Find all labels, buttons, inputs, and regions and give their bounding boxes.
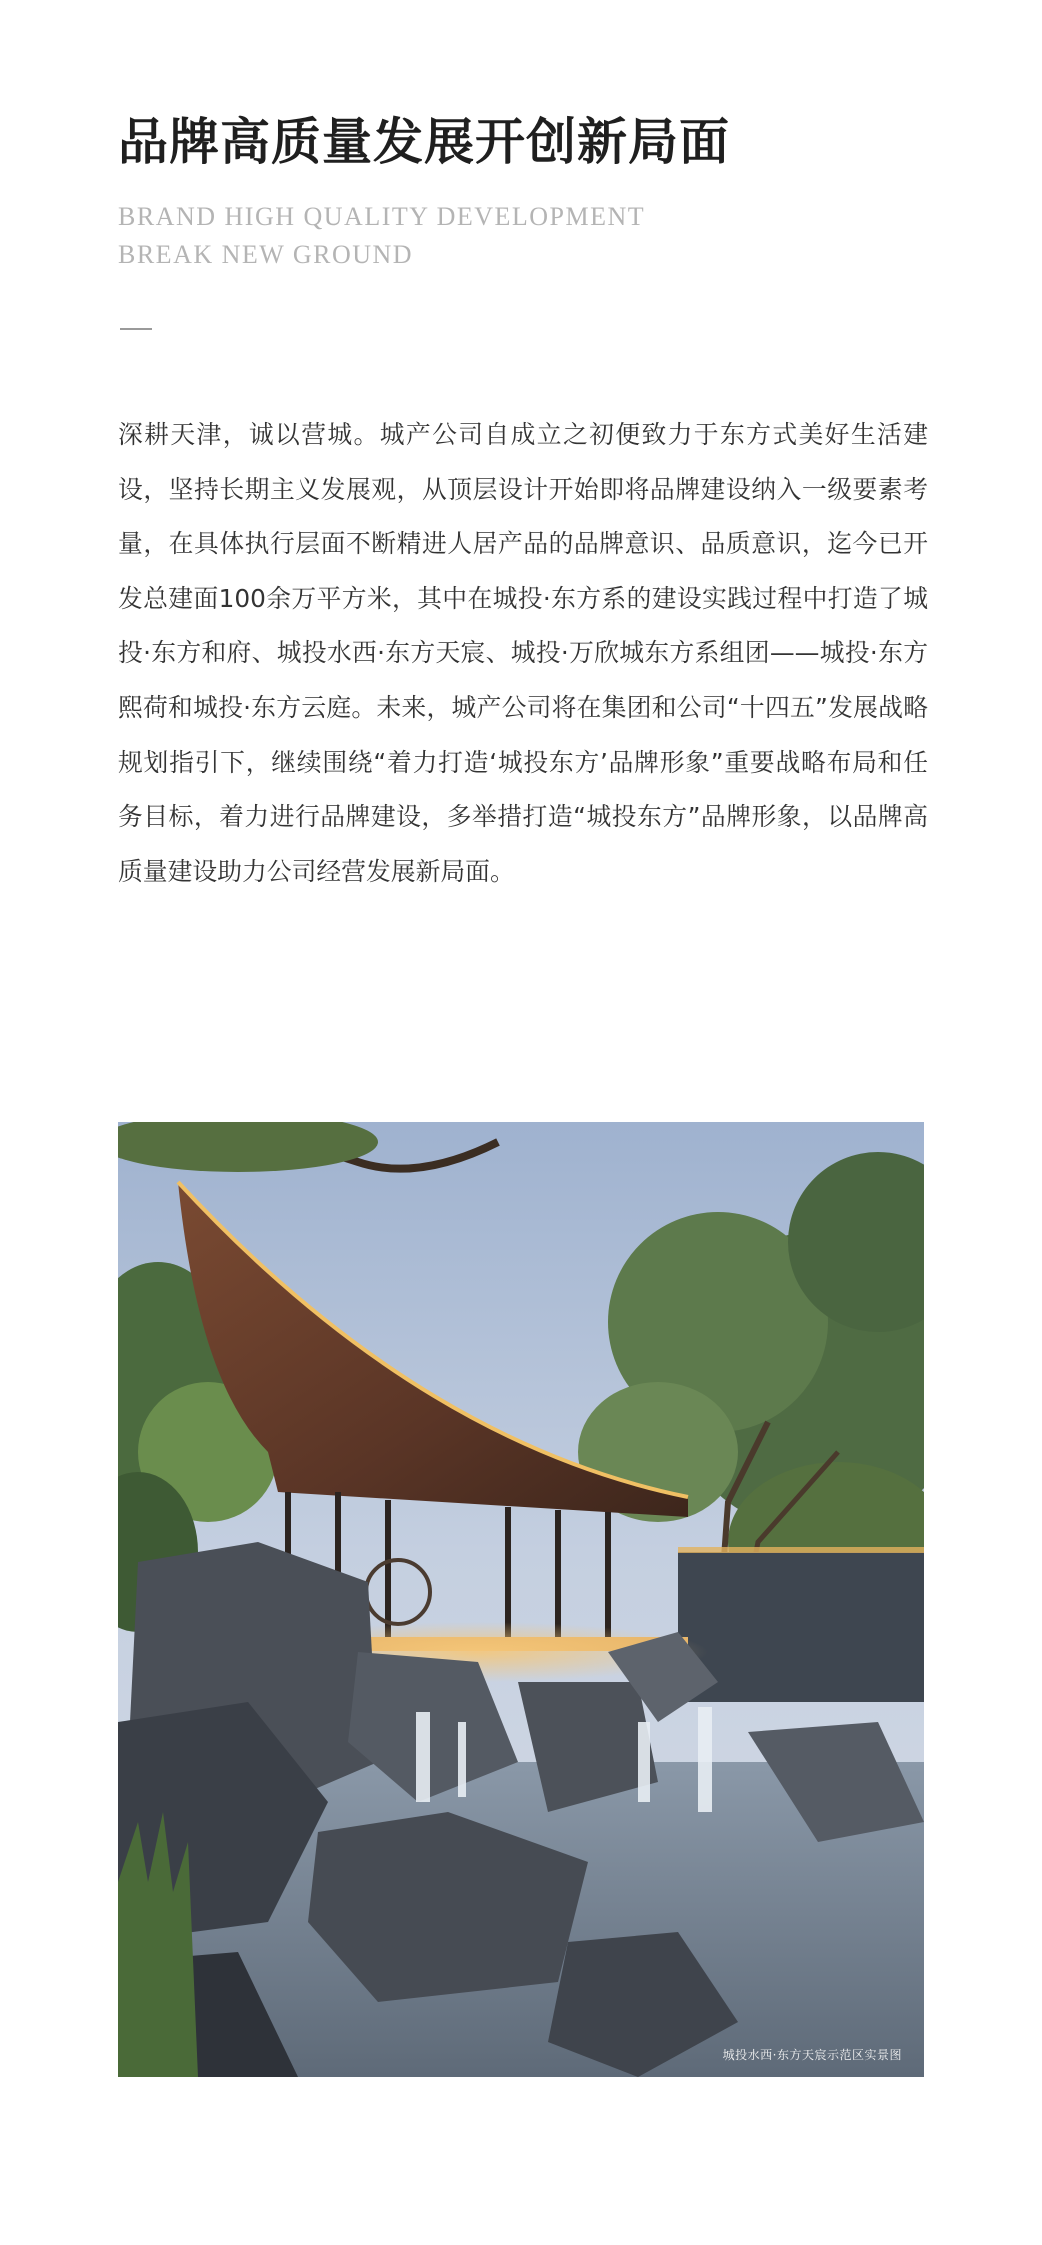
grass [118,1812,198,2077]
section-divider [120,328,152,330]
pavilion-illustration [118,1122,924,2077]
page-title: 品牌高质量发展开创新局面 [118,112,730,171]
english-subtitle [118,198,645,274]
subtitle-line-1: BRAND HIGH QUALITY DEVELOPMENT [118,202,646,231]
photo-caption: 城投水西·东方天宸示范区实景图 [722,2048,902,2062]
pavilion-photo [118,1122,924,2077]
subtitle-line-2: BREAK NEW GROUND [118,240,414,269]
article-body: 深耕天津，诚以营城。城产公司自成立之初便致力于东方式美好生活建设，坚持长期主义发展观，从顶层设计开始即将品牌建设纳入一级要素考量，在具体执行层面不断精进人居产品的品牌意识、品质意识，迄今已开发总建面100余万平方米，其中在城投·东方系的建设实践过程中打造了城投·东方和府、城投水西·东方天宸、城投·万欣城东方系组团——城投·东方熙荷和城投·东方云庭。未来，城产公司将在集团和公司“十四五”发展战略规划指引下，继续围绕“着力打造‘城投东方’品牌形象”重要战略布局和任务目标，着力进行品牌建设，多举措打造“城投东方”品牌形象，以品牌高质量建设助力公司经营发展新局面。 [118,420,928,886]
